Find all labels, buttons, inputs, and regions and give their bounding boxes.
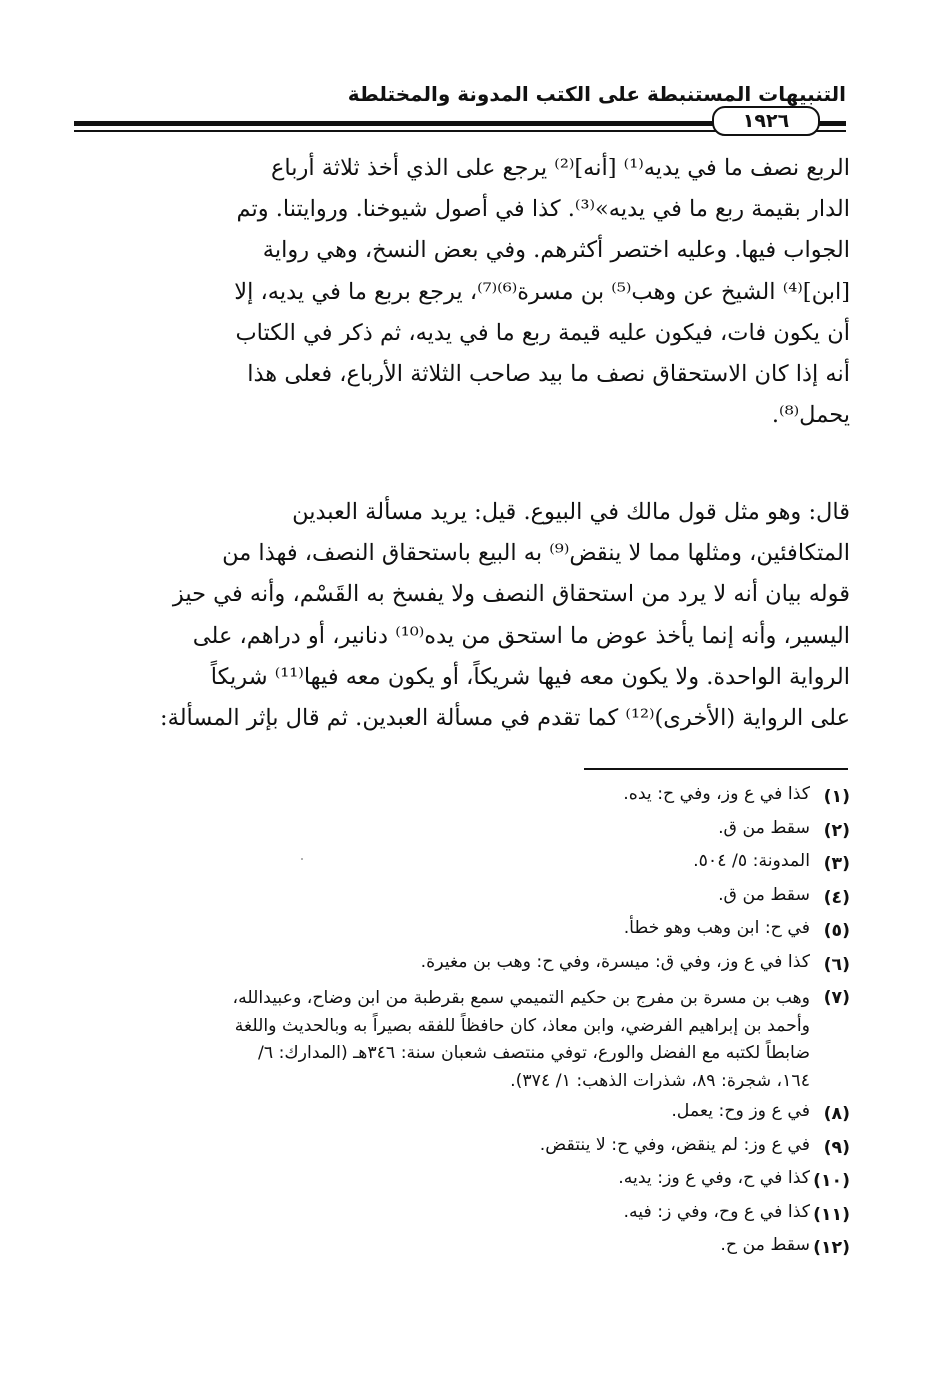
footnote-text [70, 815, 810, 843]
text-line: المتكافئين، ومثلها مما لا ينقض⁽⁹⁾ به البيع باستحقاق النصف، فهذا من [222, 540, 850, 567]
footnote-line: ضابطاً لكتبه مع الفضل والورع، توفي منتصف شعبان سنة: ٣٤٦هـ (المدارك: ٦/ [257, 1043, 810, 1063]
text-line: الجواب فيها. وعليه اختصر أكثرهم. وفي بعض النسخ، وهي رواية [262, 237, 850, 264]
footnote [70, 1232, 850, 1266]
footnote-line: كذا في ع وح، وفي ز: فيه. [623, 1201, 810, 1222]
footnote-number: (٥) [823, 921, 850, 941]
footnote [70, 1165, 850, 1199]
text-line: قوله بيان أنه لا يرد من استحقاق النصف ولا يفسخ به القَسْم، وأنه في حيز [172, 581, 850, 608]
footnote-number: (١٠) [813, 1171, 850, 1191]
footnote-line: المدونة: ٥/ ٥٠٤. [693, 851, 810, 871]
footnote-number: (٧) [823, 988, 850, 1008]
footnote-line: وهب بن مسرة بن مفرج بن حكيم التميمي سمع بقرطبة من ابن وضاح، وعبيدالله، [232, 988, 810, 1008]
footnote [70, 982, 850, 1098]
paragraph-1 [84, 148, 850, 436]
footnote-text [70, 1165, 810, 1193]
footnotes [70, 781, 850, 1266]
footnote-text [70, 915, 810, 943]
footnote-text [70, 985, 810, 1095]
footnote [70, 848, 850, 882]
footnote-number: (١) [823, 787, 850, 807]
footnote-number: (٢) [823, 820, 850, 841]
text-line: الربع نصف ما في يديه⁽¹⁾ [أنه]⁽²⁾ يرجع على الذي أخذ ثلاثة أرباع [271, 155, 850, 181]
footnote-text [70, 781, 810, 809]
footnote-line: في ح: ابن وهب وهو خطأ. [623, 918, 810, 938]
footnote-line: ١٦٤، شجرة: ٨٩، شذرات الذهب: ١/ ٣٧٤). [510, 1070, 810, 1091]
text-line: [ابن]⁽⁴⁾ الشيخ عن وهب⁽⁵⁾ بن مسرة⁽⁶⁾⁽⁷⁾، يرجع بربع ما في يديه، إلا [234, 278, 850, 305]
footnote-text [70, 949, 810, 977]
footnote-text [70, 1132, 810, 1160]
paragraph-2 [84, 492, 850, 739]
footnote-text [70, 1098, 810, 1126]
footnote-line: سقط من ق. [718, 817, 810, 838]
footnote-line: كذا في ح، وفي ع وز: يديه. [618, 1168, 810, 1188]
footnote-line: كذا في ع وز، وفي ح: يده. [623, 784, 810, 804]
page-number: ١٩٢٦ [712, 106, 820, 136]
footnote-line: في ع وز وح: يعمل. [671, 1101, 810, 1121]
footnote [70, 815, 850, 849]
footnote-separator [584, 768, 848, 770]
text-line: الرواية الواحدة. ولا يكون معه فيها شريكاً، أو يكون معه فيها⁽¹¹⁾ شريكاً [210, 663, 850, 690]
footnote [70, 1098, 850, 1132]
footnote [70, 949, 850, 983]
footnote-line: وأحمد بن إبراهيم الفرضي، وابن معاذ، كان حافظاً للفقه بصيراً به وبالحديث واللغة [234, 1015, 810, 1036]
footnote-text [70, 882, 810, 910]
footnote-number: (٤) [823, 887, 850, 908]
footnote [70, 1199, 850, 1233]
text-line: على الرواية (الأخرى)⁽¹²⁾ كما تقدم في مسألة العبدين. ثم قال بإثر المسألة: [160, 705, 850, 732]
footnote-text [70, 848, 810, 876]
footnote [70, 882, 850, 916]
footnote-text [70, 1232, 810, 1260]
footnote-line: سقط من ق. [718, 884, 810, 905]
footnote [70, 915, 850, 949]
footnote-line: في ع وز: لم ينقض، وفي ح: لا ينتقض. [539, 1134, 810, 1155]
text-line: قال: وهو مثل قول مالك في البيوع. قيل: يريد مسألة العبدين [292, 499, 850, 525]
running-title: التنبيهات المستنبطة على الكتب المدونة والمختلطة [347, 82, 846, 106]
footnote-number: (٨) [823, 1104, 850, 1124]
footnote [70, 1132, 850, 1166]
footnote-text [70, 1199, 810, 1227]
text-line: أن يكون فات، فيكون عليه قيمة ربع ما في يديه، ثم ذكر في الكتاب [235, 319, 850, 346]
footnote-number: (٦) [823, 954, 850, 975]
footnote-number: (٣) [823, 854, 850, 874]
footnote [70, 781, 850, 815]
text-line: الدار بقيمة ربع ما في يديه»⁽³⁾. كذا في أصول شيوخنا. وروايتنا. وتم [236, 196, 850, 223]
footnote-number: (١٢) [813, 1238, 850, 1258]
footnote-line: سقط من ح. [720, 1235, 810, 1255]
text-line: أنه إذا كان الاستحقاق نصف ما بيد صاحب الثلاثة الأرباع، فعلى هذا [247, 361, 850, 388]
footnote-number: (١١) [813, 1204, 850, 1225]
footnote-line: كذا في ع وز، وفي ق: ميسرة، وفي ح: وهب بن مغيرة. [420, 951, 810, 972]
footnote-number: (٩) [823, 1137, 850, 1158]
text-line: اليسير، وأنه إنما يأخذ عوض ما استحق من يده⁽¹⁰⁾ دنانير، أو دراهم، على [192, 622, 850, 649]
text-line: يحمل⁽⁸⁾. [771, 402, 850, 429]
